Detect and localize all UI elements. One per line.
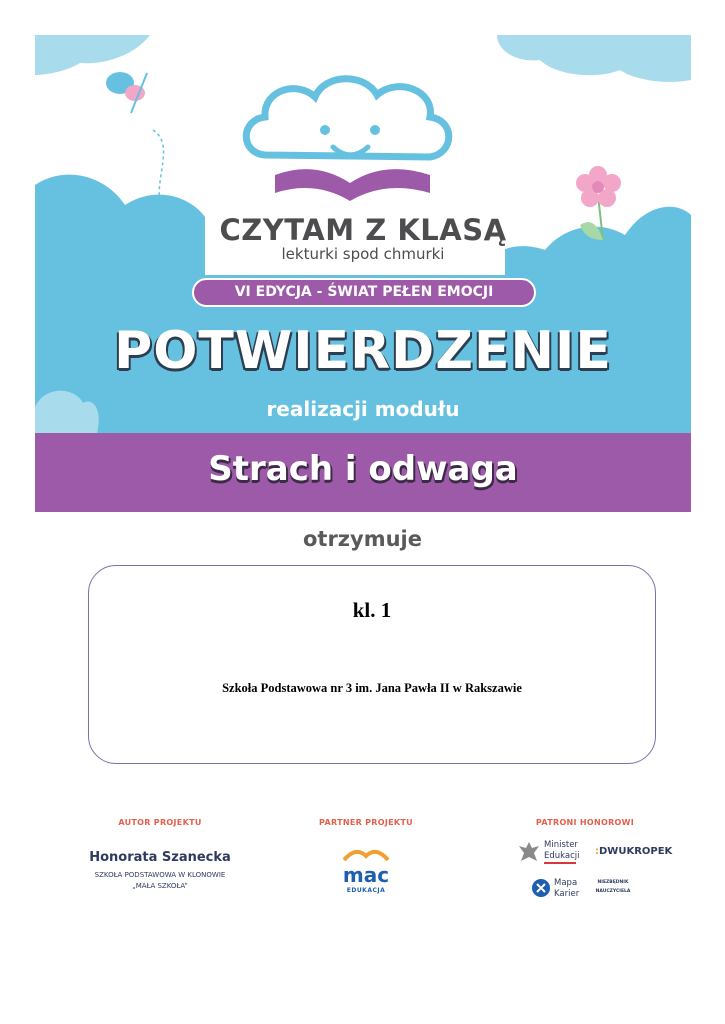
patron-niezbednik-line2: NAUCZYCIELA xyxy=(595,889,631,894)
author-school xyxy=(70,870,250,892)
open-book-icon xyxy=(275,169,430,201)
patrons-section xyxy=(515,818,673,918)
class-label: kl. 1 xyxy=(352,598,392,622)
patron-ministry-line1: Minister xyxy=(544,840,578,850)
patron-mapa-karier xyxy=(554,878,579,900)
eagle-emblem-icon xyxy=(518,840,540,864)
top-right-cloud xyxy=(497,35,691,82)
author-name: Honorata Szanecka xyxy=(89,850,231,865)
patron-mapa-line2: Karier xyxy=(554,889,580,899)
header-banner xyxy=(35,35,691,512)
author-heading: AUTOR PROJEKTU xyxy=(118,818,202,827)
patron-niezbednik-line1: NIEZBĘDNIK xyxy=(597,880,629,885)
edition-badge: VI EDYCJA - ŚWIAT PEŁEN EMOCJI xyxy=(192,278,536,307)
cloud-eye-left xyxy=(320,125,330,135)
recipient-box xyxy=(88,565,656,764)
dwukropek-colon-icon: : xyxy=(595,846,599,857)
top-left-cloud xyxy=(35,35,150,75)
ministry-underline xyxy=(544,862,576,864)
receives-label: otrzymuje xyxy=(302,527,422,551)
mac-arc-icon xyxy=(342,846,390,862)
patron-mapa-line1: Mapa xyxy=(554,878,578,888)
module-name: Strach i odwaga xyxy=(208,449,518,489)
patron-ministry-line2: Edukacji xyxy=(544,851,580,861)
author-school-line2: „MAŁA SZKOŁA” xyxy=(132,882,188,890)
author-section xyxy=(70,818,250,890)
mac-name: mac xyxy=(342,863,390,887)
project-title: CZYTAM Z KLASĄ xyxy=(219,213,507,247)
patrons-heading: PATRONI HONOROWI xyxy=(535,818,635,827)
project-subtitle: lekturki spod chmurki xyxy=(281,245,445,263)
author-school-line1: SZKOŁA PODSTAWOWA W KLONOWIE xyxy=(94,871,226,879)
patron-dwukropek xyxy=(595,846,672,857)
dwukropek-text: DWUKROPEK xyxy=(599,846,673,857)
patron-ministry xyxy=(544,840,580,862)
partner-section xyxy=(306,818,426,894)
mac-sub: EDUKACJA xyxy=(346,887,386,894)
certificate-subheading: realizacji modułu xyxy=(266,397,460,421)
school-name: Szkoła Podstawowa nr 3 im. Jana Pawła II w Rakszawie xyxy=(222,681,522,695)
cloud-mascot xyxy=(246,79,449,157)
mac-logo xyxy=(306,846,426,894)
partner-heading: PARTNER PROJEKTU xyxy=(319,818,413,827)
patron-niezbednik xyxy=(593,878,633,896)
cloud-eye-right xyxy=(370,125,380,135)
certificate-heading: POTWIERDZENIE xyxy=(114,321,612,381)
butterfly-icon xyxy=(106,72,164,205)
mapa-karier-icon xyxy=(531,878,551,900)
